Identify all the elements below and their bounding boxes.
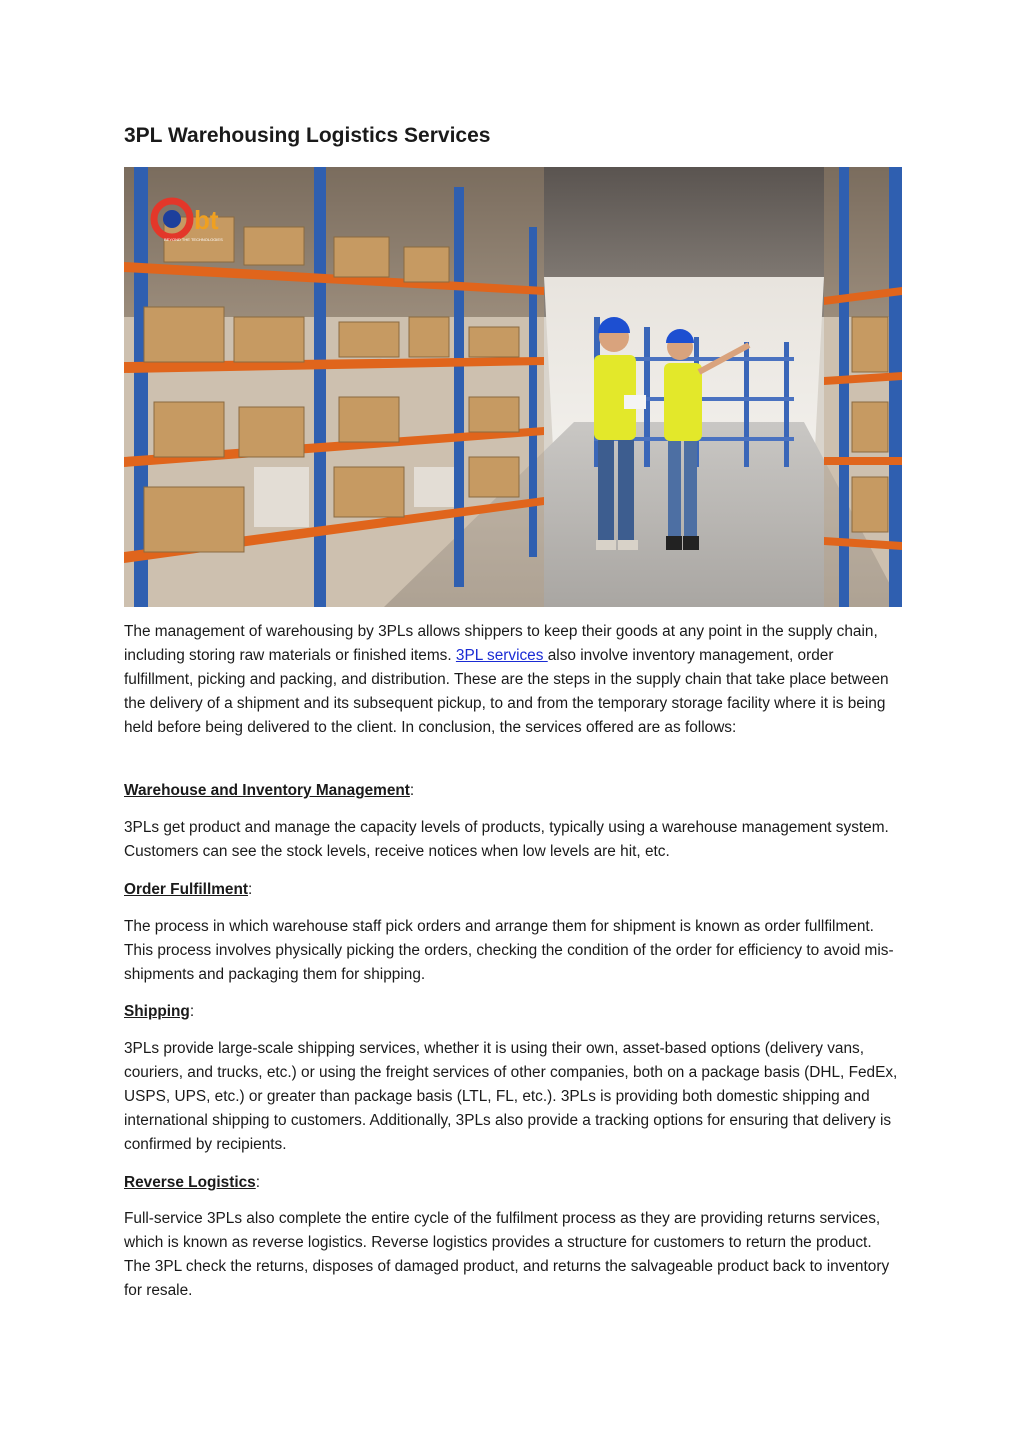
section-text-warehouse: 3PLs get product and manage the capacity levels of products, typically using a warehouse management system. Customers can see the stock levels, receive notices when low levels are hit, etc. [124,819,889,860]
section-heading-order-fulfillment [124,878,252,902]
heading-colon: : [255,1174,261,1191]
section-text-shipping: 3PLs provide large-scale shipping services, whether it is using their own, asset-based options (delivery vans, couriers, and trucks, etc.) or using the freight services of other companies, both on a package basis (DHL, FedEx, USPS, UPS, etc.) or greater than package basis (LTL, FL, etc.). 3PLs is providing both domestic shipping and international shipping to customers. Additionally, 3PLs also provide a tracking options for ensuring that delivery is confirmed by recipients. [124,1040,898,1153]
section-text-reverse-logistics: Full-service 3PLs also complete the entire cycle of the fulfilment process as they are providing returns services, which is known as reverse logistics. Reverse logistics provides a structure for customers to return the product. The 3PL check the returns, disposes of damaged product, and returns the salvageable product back to inventory for resale. [124,1210,890,1299]
svg-text:bt: bt [194,205,219,235]
section-heading-warehouse [124,779,414,803]
intro-text-1: The management of warehousing by 3PLs allows shippers to keep their goods at any point in the supply chain, including storing raw materials or finished items. [124,623,878,664]
intro-paragraph [124,620,900,740]
3pl-services-link[interactable]: 3PL services [455,647,548,664]
right-rack [824,167,902,607]
heading-colon: : [189,1003,195,1020]
section-heading-shipping [124,1000,194,1024]
warehouse-photo [124,167,902,607]
intro-text-2: also involve inventory management, order fulfillment, picking and packing, and distribution. These are the steps in the supply chain that take place between the delivery of a shipment and its subsequent pickup, to and from the temporary storage facility where it is being held before being delivered to the client. In conclusion, the services offered are as follows: [124,647,889,736]
heading-text: Reverse Logistics [124,1174,256,1191]
section-heading-reverse-logistics [124,1171,260,1195]
page-title: 3PL Warehousing Logistics Services [124,124,491,147]
heading-text: Order Fulfillment [124,881,248,898]
heading-colon: : [409,782,415,799]
heading-colon: : [248,881,253,898]
heading-text: Warehouse and Inventory Management [124,782,410,799]
heading-text: Shipping [124,1003,190,1020]
section-text-order-fulfillment: The process in which warehouse staff pick orders and arrange them for shipment is known as order fullfilment. This process involves physically picking the orders, checking the condition of the order for efficiency to avoid mis-shipments and packaging them for shipping. [124,918,894,983]
svg-text:BEYOND THE TECHNOLOGIES: BEYOND THE TECHNOLOGIES [164,237,223,242]
